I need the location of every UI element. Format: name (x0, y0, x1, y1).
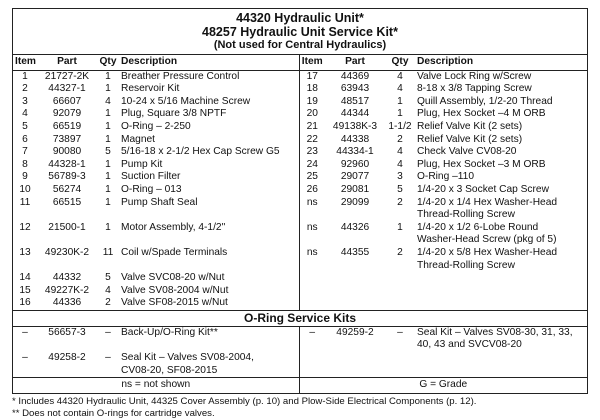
description-cell (119, 134, 299, 147)
description-cell (415, 70, 587, 83)
header-item: Item (13, 55, 37, 70)
quantity: 1-1/2 (388, 120, 412, 132)
quantity: 1 (105, 183, 111, 195)
description-text-continued: 40, 43 and SVCV08-20 (417, 339, 522, 351)
quantity: 1 (105, 221, 111, 233)
item-number (299, 272, 325, 285)
quantity (385, 297, 415, 310)
item-number: 12 (19, 221, 31, 233)
description-cell (415, 184, 587, 197)
table-header-row (13, 55, 587, 70)
quantity: – (397, 326, 403, 338)
item-number: 15 (19, 284, 31, 296)
part-number: 49138K-3 (332, 120, 378, 132)
item-number: 19 (299, 96, 325, 109)
header-item: Item (299, 55, 325, 70)
description-text: 10-24 x 5/16 Machine Screw (121, 95, 251, 107)
quantity: 4 (397, 83, 403, 95)
quantity: 4 (397, 70, 403, 82)
description-text: O-Ring – 013 (121, 183, 182, 195)
item-number: – (22, 326, 28, 338)
header-qty: Qty (97, 55, 119, 70)
table-row (13, 197, 587, 222)
quantity (385, 352, 415, 378)
item-number: 22 (299, 134, 325, 147)
quantity: 1 (397, 221, 403, 233)
description-text: Relief Valve Kit (2 sets) (417, 120, 523, 132)
item-number: 20 (299, 108, 325, 121)
description-text: Check Valve CV08-20 (417, 146, 517, 158)
table-row (13, 121, 587, 134)
item-number: 8 (22, 158, 28, 170)
description-cell (119, 327, 299, 352)
description-text-continued: Washer-Head Screw (pkg of 5) (417, 234, 557, 246)
quantity: 1 (397, 108, 403, 120)
description-cell (415, 83, 587, 96)
item-number: – (22, 352, 28, 364)
table-row (13, 297, 587, 310)
quantity: 1 (397, 95, 403, 107)
description-text: 1/4-20 x 5/8 Hex Washer-Head (417, 246, 558, 258)
item-number: 13 (19, 246, 31, 258)
parts-table (13, 55, 587, 310)
part-number: 90080 (52, 146, 82, 158)
quantity: 4 (105, 95, 111, 107)
item-number: ns (299, 197, 325, 222)
table-row (13, 96, 587, 109)
table-row (13, 247, 587, 272)
quantity: 1 (105, 70, 111, 82)
part-number: 44338 (340, 133, 370, 145)
parts-table-frame (12, 8, 588, 394)
part-number: 56274 (52, 183, 82, 195)
part-number (325, 297, 385, 310)
description-cell (119, 247, 299, 272)
description-cell (119, 222, 299, 247)
description-text: Magnet (121, 133, 155, 145)
quantity: 1 (105, 120, 111, 132)
part-number (325, 352, 385, 378)
description-text: Seal Kit – Valves SV08-2004, (121, 352, 254, 364)
item-number (299, 297, 325, 310)
quantity: 4 (397, 146, 403, 158)
quantity: 1 (105, 133, 111, 145)
table-row (13, 222, 587, 247)
part-number: 29077 (340, 171, 370, 183)
footnotes (12, 396, 588, 420)
description-cell (119, 108, 299, 121)
part-number: 56657-3 (48, 326, 86, 338)
table-row (13, 352, 587, 378)
description-cell (415, 159, 587, 172)
oring-section-title: O-Ring Service Kits (13, 310, 587, 327)
table-row (13, 327, 587, 352)
quantity: – (105, 326, 111, 338)
description-cell (119, 96, 299, 109)
part-number: 92079 (52, 108, 82, 120)
part-number: 44355 (340, 246, 370, 258)
item-number: 14 (19, 272, 31, 284)
description-cell (119, 184, 299, 197)
legend-grade: G = Grade (299, 378, 587, 393)
item-number: 5 (22, 120, 28, 132)
quantity (385, 272, 415, 285)
description-text: O-Ring –110 (417, 171, 475, 183)
part-number: 63943 (340, 83, 370, 95)
item-number: 10 (19, 183, 31, 195)
description-cell (415, 121, 587, 134)
item-number: 17 (299, 70, 325, 83)
description-cell (415, 96, 587, 109)
description-cell (119, 146, 299, 159)
item-number: 18 (299, 83, 325, 96)
item-number: 21 (299, 121, 325, 134)
description-text: O-Ring – 2-250 (121, 120, 191, 132)
description-cell (415, 247, 587, 272)
quantity: 2 (397, 246, 403, 258)
description-cell (415, 146, 587, 159)
description-text-continued: CV08-20, SF08-2015 (121, 364, 218, 376)
table-row (13, 285, 587, 298)
description-cell (415, 134, 587, 147)
item-number: – (299, 327, 325, 352)
item-number: 25 (299, 171, 325, 184)
part-number: 44327-1 (48, 83, 86, 95)
table-row (13, 83, 587, 96)
description-text: 5/16-18 x 2-1/2 Hex Cap Screw G5 (121, 146, 280, 158)
part-number: 66607 (52, 95, 82, 107)
description-text: Pump Shaft Seal (121, 196, 198, 208)
item-number: 4 (22, 108, 28, 120)
part-number: 44344 (340, 108, 370, 120)
quantity: 11 (102, 246, 114, 258)
footnote-double-asterisk: ** Does not contain O-rings for cartridge valves. (12, 407, 215, 419)
part-number: 73897 (52, 133, 82, 145)
table-row (13, 171, 587, 184)
quantity: 4 (105, 284, 111, 296)
description-cell (119, 83, 299, 96)
description-text: Quill Assembly, 1/2-20 Thread (417, 95, 553, 107)
quantity (385, 285, 415, 298)
item-number: 6 (22, 133, 28, 145)
part-number: 44334-1 (336, 146, 374, 158)
quantity: 1 (105, 83, 111, 95)
description-text: 1/4-20 x 1/4 Hex Washer-Head (417, 196, 558, 208)
item-number: 24 (299, 159, 325, 172)
header-part: Part (325, 55, 385, 70)
part-number: 49259-2 (336, 326, 374, 338)
part-number: 92960 (340, 158, 370, 170)
quantity: 1 (105, 171, 111, 183)
quantity: 5 (105, 146, 111, 158)
table-row (13, 184, 587, 197)
description-cell (119, 197, 299, 222)
description-text: Valve Lock Ring w/Screw (417, 70, 532, 82)
description-text: Plug, Square 3/8 NPTF (121, 108, 227, 120)
description-text: Valve SVC08-20 w/Nut (121, 272, 225, 284)
item-number: 26 (299, 184, 325, 197)
part-number: 49258-2 (48, 352, 86, 364)
description-text: Breather Pressure Control (121, 70, 240, 82)
title-service-kit: 48257 Hydraulic Unit Service Kit* (202, 25, 398, 39)
description-cell (119, 297, 299, 310)
item-number: 1 (22, 70, 28, 82)
quantity: 3 (397, 171, 403, 183)
item-number (299, 352, 325, 378)
description-text: Motor Assembly, 4-1/2" (121, 221, 226, 233)
table-row (13, 146, 587, 159)
part-number: 66515 (52, 196, 82, 208)
item-number: 7 (22, 146, 28, 158)
part-number: 44326 (340, 221, 370, 233)
part-number: 66519 (52, 120, 82, 132)
description-cell (415, 327, 587, 352)
description-text: 1/4-20 x 1/2 6-Lobe Round (417, 221, 539, 233)
description-cell (119, 171, 299, 184)
quantity: 4 (397, 158, 403, 170)
part-number: 21500-1 (48, 221, 86, 233)
item-number: 11 (19, 196, 31, 208)
quantity: 2 (397, 196, 403, 208)
quantity: 1 (105, 158, 111, 170)
item-number (299, 285, 325, 298)
parts-document (12, 8, 588, 420)
description-text: Valve SV08-2004 w/Nut (121, 284, 229, 296)
item-number: ns (299, 222, 325, 247)
part-number (325, 285, 385, 298)
part-number: 44336 (52, 297, 82, 309)
legend-ns: ns = not shown (13, 378, 299, 393)
title-hydraulic-unit: 44320 Hydraulic Unit* (236, 11, 364, 25)
oring-table-body (13, 327, 587, 378)
quantity: 5 (397, 183, 403, 195)
quantity: 1 (105, 108, 111, 120)
part-number: 44332 (52, 272, 82, 284)
quantity: 1 (105, 196, 111, 208)
quantity: – (105, 352, 111, 364)
legend-row (13, 378, 587, 393)
part-number: 49227K-2 (44, 284, 90, 296)
parts-table-body (13, 70, 587, 310)
part-number: 49230K-2 (44, 246, 90, 258)
table-row (13, 134, 587, 147)
description-text: Pump Kit (121, 158, 163, 170)
quantity: 5 (105, 272, 111, 284)
description-text-continued: Thread-Rolling Screw (417, 209, 515, 221)
description-text: Reservoir Kit (121, 83, 180, 95)
table-row (13, 70, 587, 83)
description-text: Back-Up/O-Ring Kit** (121, 326, 218, 338)
item-number: 3 (22, 95, 28, 107)
item-number: ns (299, 247, 325, 272)
footnote-single-asterisk: * Includes 44320 Hydraulic Unit, 44325 Cover Assembly (p. 10) and Plow-Side Electrical Components (p. 12). (12, 395, 477, 407)
description-cell (415, 352, 587, 378)
description-cell (415, 171, 587, 184)
description-text: Suction Filter (121, 171, 181, 183)
description-text: Plug, Hex Socket –3 M ORB (417, 158, 546, 170)
description-text: Coil w/Spade Terminals (121, 246, 228, 258)
item-number: 23 (299, 146, 325, 159)
quantity: 2 (397, 133, 403, 145)
header-description: Description (119, 55, 299, 70)
table-row (13, 159, 587, 172)
quantity: 2 (105, 297, 111, 309)
description-cell (415, 222, 587, 247)
table-row (13, 108, 587, 121)
description-cell (119, 70, 299, 83)
description-cell (119, 272, 299, 285)
description-cell (415, 285, 587, 298)
title-note: (Not used for Central Hydraulics) (213, 39, 387, 51)
description-text: Plug, Hex Socket –4 M ORB (417, 108, 546, 120)
header-description: Description (415, 55, 587, 70)
oring-table (13, 327, 587, 393)
description-cell (415, 197, 587, 222)
table-row (13, 272, 587, 285)
description-cell (119, 352, 299, 378)
description-cell (119, 121, 299, 134)
description-text: Relief Valve Kit (2 sets) (417, 133, 523, 145)
description-cell (415, 108, 587, 121)
part-number: 29099 (340, 196, 370, 208)
part-number: 21727-2K (44, 70, 90, 82)
part-number: 44328-1 (48, 158, 86, 170)
header-qty: Qty (385, 55, 415, 70)
description-cell (119, 159, 299, 172)
title-block (13, 9, 587, 55)
description-text-continued: Thread-Rolling Screw (417, 259, 515, 271)
description-text: 1/4-20 x 3 Socket Cap Screw (417, 183, 549, 195)
description-text: Seal Kit – Valves SV08-30, 31, 33, (417, 326, 573, 338)
description-cell (415, 272, 587, 285)
item-number: 16 (19, 297, 31, 309)
description-text: Valve SF08-2015 w/Nut (121, 297, 228, 309)
description-cell (415, 297, 587, 310)
part-number: 29081 (340, 183, 370, 195)
item-number: 2 (22, 83, 28, 95)
part-number: 44369 (340, 70, 370, 82)
item-number: 9 (22, 171, 28, 183)
header-part: Part (37, 55, 97, 70)
part-number: 48517 (340, 95, 370, 107)
part-number (325, 272, 385, 285)
description-text: 8-18 x 3/8 Tapping Screw (417, 83, 532, 95)
part-number: 56789-3 (48, 171, 86, 183)
description-cell (119, 285, 299, 298)
